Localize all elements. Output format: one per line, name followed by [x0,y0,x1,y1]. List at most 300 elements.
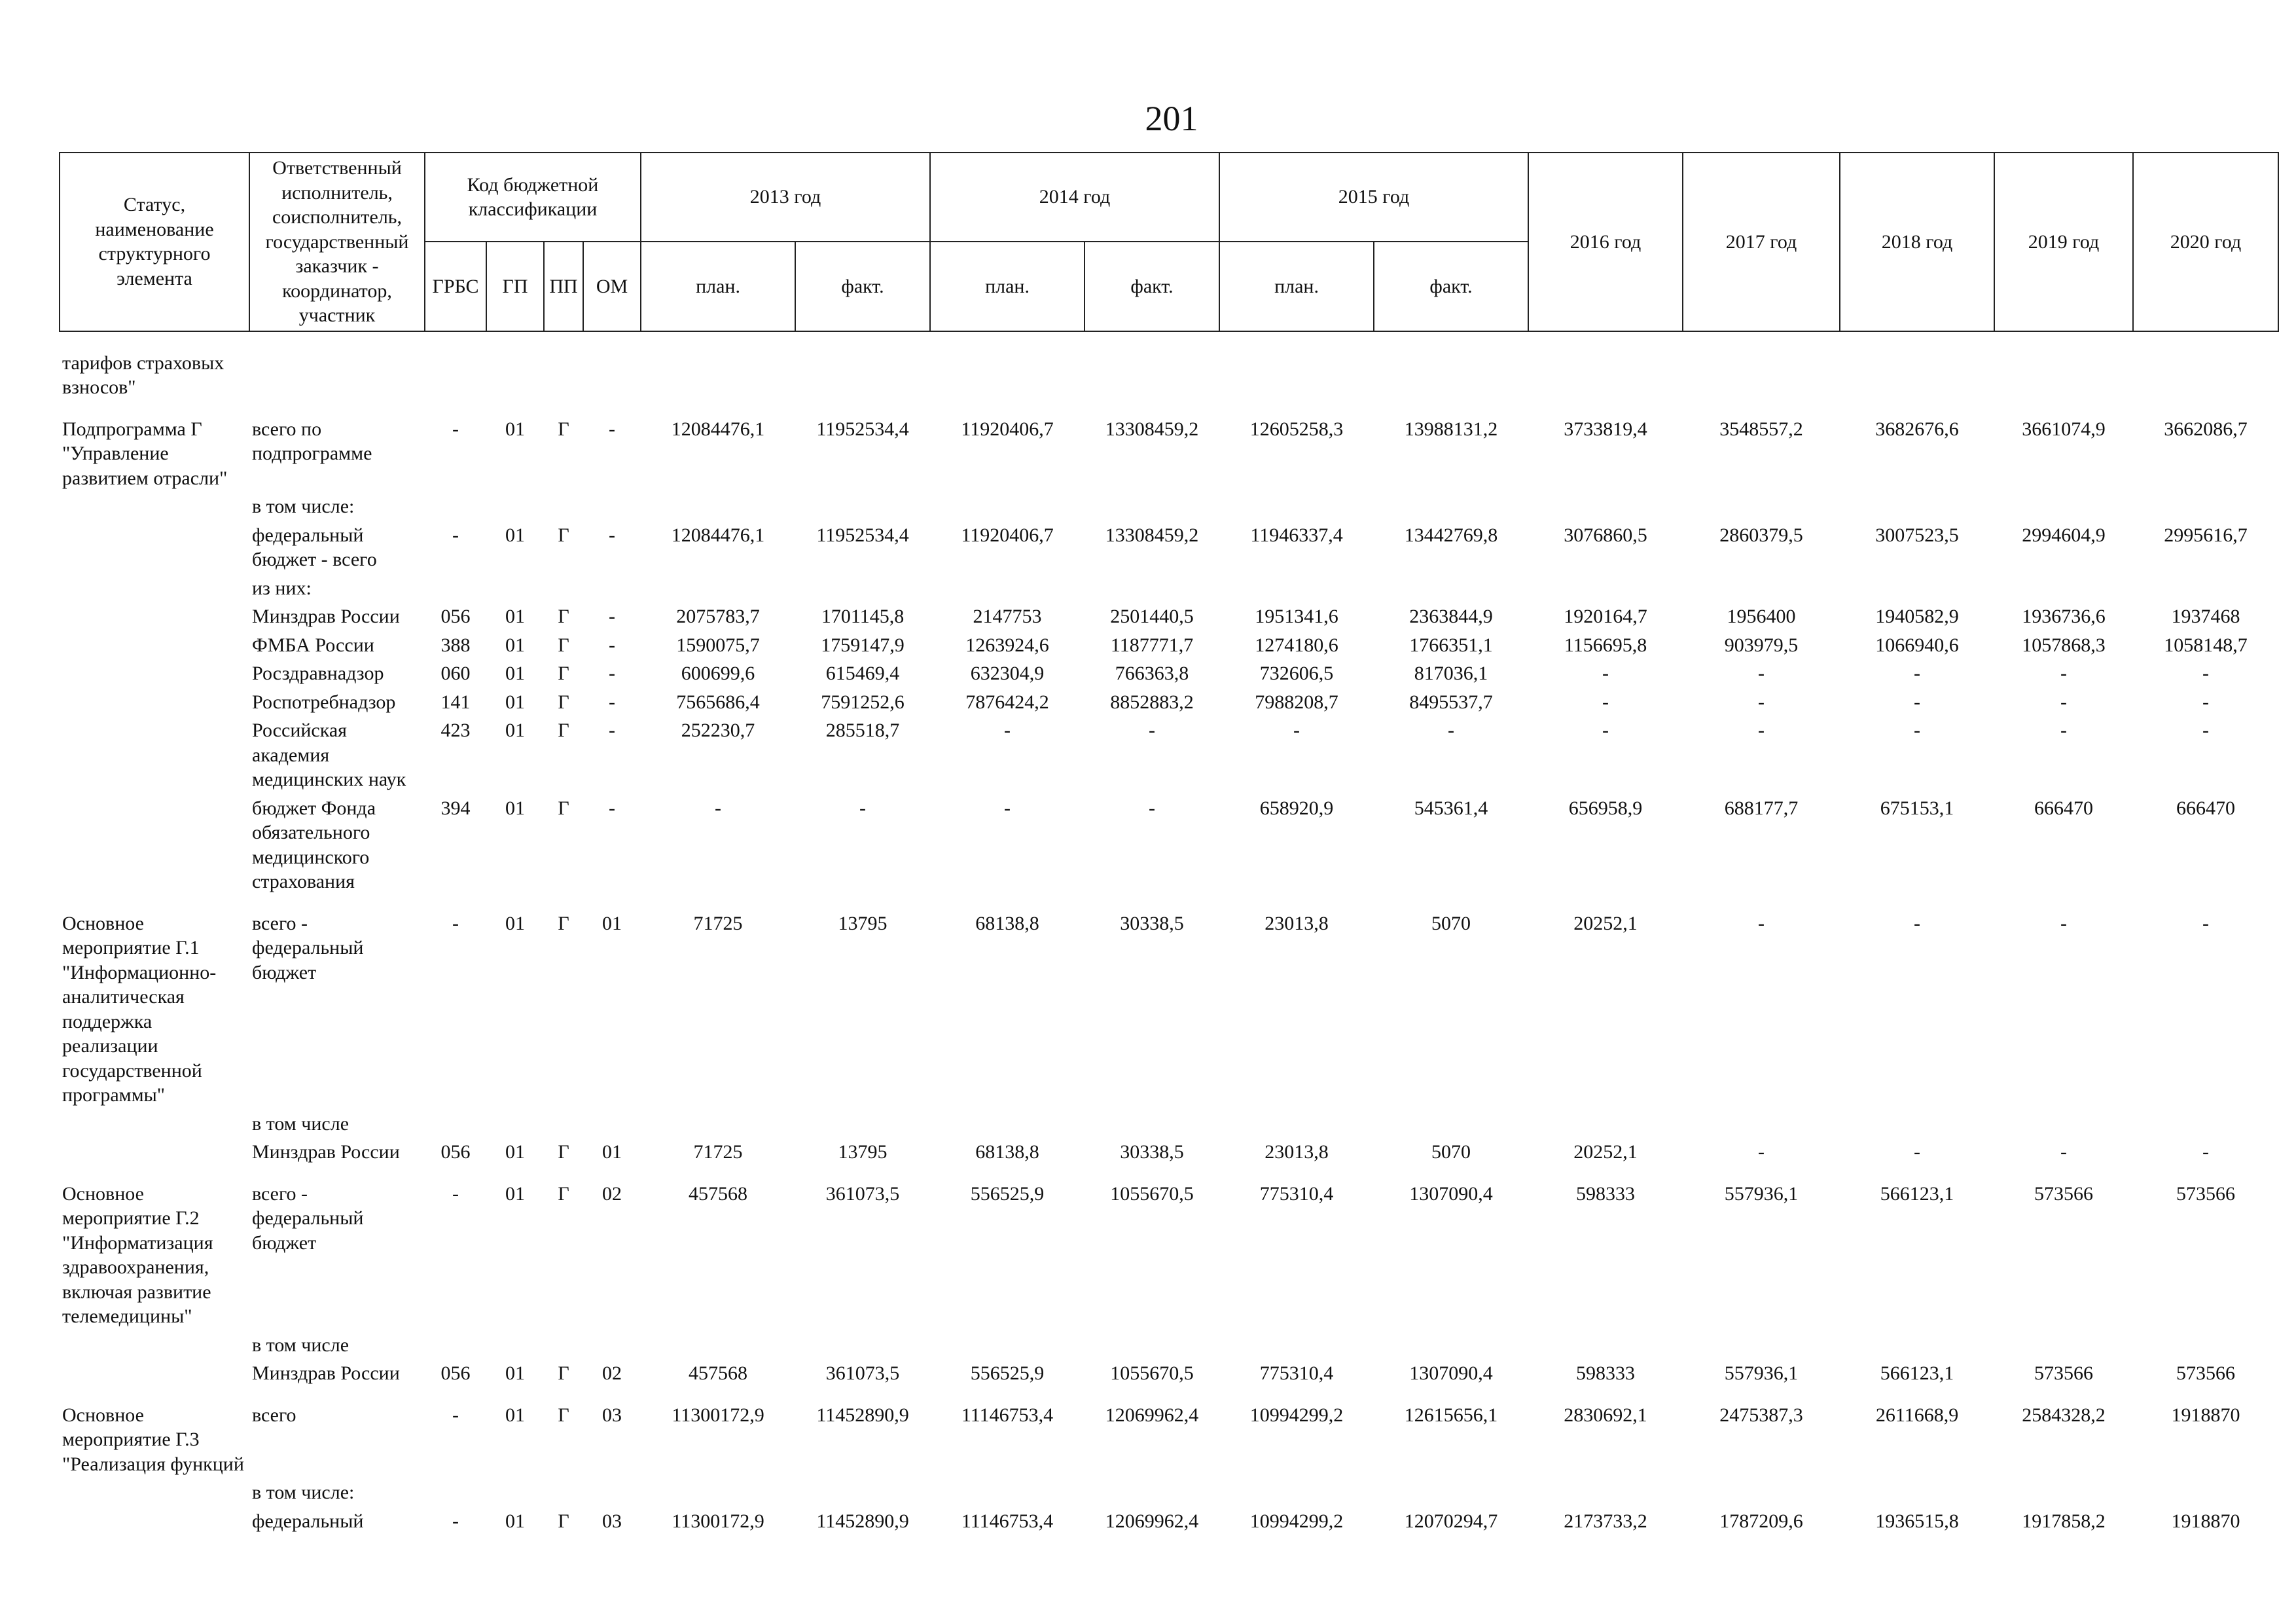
cell-value: 557936,1 [1724,1362,1799,1384]
cell-value [1374,1331,1528,1360]
header-2018: 2018 год [1840,153,1994,331]
cell-om: - [609,418,616,440]
header-2014-fact: факт. [1085,242,1219,331]
cell-status [60,688,249,717]
cell-value: 775310,4 [1259,1362,1334,1384]
cell-value: 573566 [2176,1362,2236,1384]
header-gp: ГП [486,242,544,331]
cell-gp [486,1331,544,1360]
cell-grbs: - [452,418,459,440]
cell-value: 11300172,9 [672,1510,764,1532]
cell-pp: Г [558,634,569,656]
cell-value [1374,1110,1528,1139]
cell-value: 573566 [2034,1182,2094,1205]
cell-value [2133,1331,2278,1360]
cell-pp: Г [558,691,569,713]
cell-value: - [1293,720,1300,741]
cell-value [1219,1331,1374,1360]
cell-pp [544,492,583,521]
cell-value [1219,349,1374,402]
cell-status [60,1138,249,1167]
table-row [60,415,2278,493]
cell-om: - [609,524,616,546]
cell-status: тарифов страховых взносов" [62,352,224,398]
cell-value [1085,1110,1219,1139]
cell-value: 775310,4 [1259,1182,1334,1205]
header-pp: ПП [544,242,583,331]
cell-value [795,1110,930,1139]
cell-value: - [2060,663,2068,684]
cell-value: 903979,5 [1724,634,1799,656]
cell-value [2133,492,2278,521]
cell-value: 1187771,7 [1110,634,1194,656]
cell-om [583,574,641,603]
cell-value: 2501440,5 [1110,606,1194,627]
cell-status [60,1507,249,1536]
table-row [60,1110,2278,1139]
cell-value: 457568 [689,1182,748,1205]
cell-value: 3682676,6 [1875,418,1959,440]
cell-value: - [1914,720,1921,741]
cell-gp [486,574,544,603]
cell-value: 7876424,2 [965,691,1049,713]
row-gap [60,1167,2278,1180]
cell-executor: Росздравнадзор [252,663,384,684]
table-row [60,909,2278,1110]
cell-value [1840,574,1994,603]
cell-value: 1156695,8 [1564,634,1647,656]
cell-value: - [1149,797,1156,819]
cell-executor: Минздрав России [252,1362,400,1384]
cell-value: - [1758,720,1765,741]
cell-value: 11920406,7 [961,524,1054,546]
cell-value: - [1914,691,1921,713]
cell-value: 598333 [1576,1362,1636,1384]
cell-value: 23013,8 [1265,912,1329,934]
cell-value [1994,492,2133,521]
cell-value: 457568 [689,1362,748,1384]
table-row [60,631,2278,660]
cell-value: - [2202,663,2210,684]
cell-value: 71725 [693,1141,743,1163]
cell-om [583,1331,641,1360]
cell-value: - [1602,663,1609,684]
cell-gp: 01 [505,1362,525,1384]
cell-value: 12069962,4 [1105,1510,1199,1532]
cell-grbs [425,1110,486,1139]
cell-value: - [1602,720,1609,741]
cell-value: 1951341,6 [1255,606,1338,627]
cell-value: - [2202,691,2210,713]
cell-executor: Минздрав России [252,1141,400,1163]
cell-value [1840,492,1994,521]
cell-value [641,492,795,521]
cell-value: 566123,1 [1880,1182,1954,1205]
cell-grbs [425,1331,486,1360]
cell-value [1683,492,1840,521]
cell-value [1219,1110,1374,1139]
cell-value [1528,1110,1683,1139]
cell-value: 2147753 [973,606,1042,627]
cell-status: Основное мероприятие Г.3 "Реализация функций [62,1404,244,1475]
header-2015: 2015 год [1219,153,1528,242]
cell-pp: Г [558,912,569,934]
cell-value: 1055670,5 [1110,1362,1194,1384]
cell-status: Основное мероприятие Г.2 "Информатизация здравоохранения, включая развитие телемедицины" [62,1182,213,1327]
cell-executor: федеральный [252,1510,364,1532]
cell-gp: 01 [505,720,525,741]
cell-value: 766363,8 [1115,663,1189,684]
cell-value: 12070294,7 [1404,1510,1498,1532]
spacer-cell [60,331,2278,349]
cell-value: 11452890,9 [816,1510,909,1532]
cell-value: 675153,1 [1880,797,1954,819]
cell-pp: Г [558,1141,569,1163]
cell-value: 3007523,5 [1875,524,1959,546]
cell-value [1994,1331,2133,1360]
cell-pp [544,1331,583,1360]
cell-status [60,631,249,660]
cell-value: - [715,797,722,819]
cell-value: 2075783,7 [676,606,760,627]
cell-value [1219,492,1374,521]
cell-om: - [609,691,616,713]
cell-pp [544,349,583,402]
cell-grbs: - [452,1182,459,1205]
table-row [60,1401,2278,1479]
cell-value: 1590075,7 [676,634,760,656]
cell-status [60,492,249,521]
cell-executor: Минздрав России [252,606,400,627]
cell-grbs [425,1478,486,1507]
cell-value: 11952534,4 [816,524,909,546]
cell-value: - [2060,720,2068,741]
cell-value [641,1110,795,1139]
cell-value: 2611668,9 [1875,1404,1959,1426]
cell-executor: федеральный бюджет - всего [252,524,377,570]
cell-value: 2994604,9 [2022,524,2106,546]
cell-value: 2995616,7 [2164,524,2248,546]
cell-value: 12615656,1 [1404,1404,1498,1426]
cell-gp [486,492,544,521]
cell-value: 1066940,6 [1875,634,1959,656]
cell-value: 361073,5 [825,1362,900,1384]
cell-value: - [1004,720,1011,741]
cell-value: - [2060,912,2068,934]
cell-om [583,492,641,521]
cell-value [795,1478,930,1507]
cell-value [930,1110,1085,1139]
header-2015-fact: факт. [1374,242,1528,331]
cell-value [1219,1478,1374,1507]
cell-executor: ФМБА России [252,634,374,656]
cell-status [60,1478,249,1507]
cell-gp: 01 [505,1141,525,1163]
cell-value: 600699,6 [681,663,755,684]
cell-gp [486,349,544,402]
cell-value [641,349,795,402]
cell-value: 1263924,6 [965,634,1049,656]
cell-gp: 01 [505,634,525,656]
cell-value: 12084476,1 [671,418,765,440]
table-header [60,153,2278,331]
cell-value [1840,1331,1994,1360]
cell-value: - [1914,912,1921,934]
cell-pp: Г [558,1404,569,1426]
cell-om: 02 [602,1362,622,1384]
cell-value: 732606,5 [1259,663,1334,684]
cell-value: 23013,8 [1265,1141,1329,1163]
cell-value: 666470 [2034,797,2094,819]
header-2013: 2013 год [641,153,930,242]
cell-value: 11146753,4 [961,1404,1054,1426]
cell-value: 30338,5 [1120,912,1184,934]
cell-grbs [425,574,486,603]
cell-grbs: 056 [440,606,471,627]
table-row [60,492,2278,521]
cell-value [1374,574,1528,603]
cell-value: 2173733,2 [1564,1510,1647,1532]
cell-grbs: 056 [440,1362,471,1384]
cell-value: - [2202,912,2210,934]
table-row [60,349,2278,402]
cell-pp: Г [558,1182,569,1205]
cell-status [60,574,249,603]
cell-value: 11300172,9 [672,1404,764,1426]
cell-value: 5070 [1431,1141,1471,1163]
cell-value: 666470 [2176,797,2236,819]
cell-value [1994,1110,2133,1139]
table-row [60,688,2278,717]
table-row [60,1180,2278,1331]
cell-gp: 01 [505,663,525,684]
cell-value [795,574,930,603]
cell-status [60,659,249,688]
cell-status [60,716,249,794]
table-row [60,794,2278,896]
cell-grbs [425,492,486,521]
cell-om: 01 [602,912,622,934]
cell-value [1528,349,1683,402]
cell-value [1528,1478,1683,1507]
gap-cell [60,896,2278,909]
cell-executor: Роспотребнадзор [252,691,396,713]
cell-pp: Г [558,663,569,684]
cell-value [641,1331,795,1360]
cell-pp [544,574,583,603]
cell-value: 30338,5 [1120,1141,1184,1163]
cell-pp: Г [558,720,569,741]
cell-value: 7565686,4 [676,691,760,713]
cell-status [60,794,249,896]
cell-pp: Г [558,524,569,546]
cell-grbs: 394 [440,797,471,819]
cell-value: 68138,8 [975,1141,1039,1163]
cell-gp: 01 [505,606,525,627]
cell-grbs: - [452,524,459,546]
cell-status [60,602,249,631]
cell-grbs: 388 [440,634,471,656]
cell-executor: в том числе [252,1112,350,1135]
cell-value: 13308459,2 [1105,524,1199,546]
cell-value: 8495537,7 [1409,691,1493,713]
cell-executor: всего - федеральный бюджет [252,912,364,983]
cell-value: - [1758,691,1765,713]
cell-value [641,574,795,603]
row-gap [60,1388,2278,1401]
cell-value: 1940582,9 [1875,606,1959,627]
cell-value: 13988131,2 [1404,418,1498,440]
cell-pp [544,1478,583,1507]
cell-value: 556525,9 [970,1182,1045,1205]
cell-value [1528,574,1683,603]
budget-table [59,152,2279,1535]
cell-value: 1918870 [2171,1510,2240,1532]
cell-value [1219,574,1374,603]
cell-value: 285518,7 [825,720,900,741]
cell-value: 1307090,4 [1409,1362,1493,1384]
cell-gp: 01 [505,524,525,546]
cell-value: 5070 [1431,912,1471,934]
header-2014-plan: план. [930,242,1085,331]
cell-value: 3076860,5 [1564,524,1647,546]
cell-status [60,1110,249,1139]
cell-value [1085,1331,1219,1360]
cell-om: - [609,606,616,627]
header-om: ОМ [583,242,641,331]
table-row [60,1507,2278,1536]
cell-value [930,1478,1085,1507]
cell-value [1683,1478,1840,1507]
cell-value: 1917858,2 [2022,1510,2106,1532]
cell-executor: Российская академия медицинских наук [252,720,406,790]
cell-value: 1759147,9 [821,634,905,656]
cell-value: 11920406,7 [961,418,1054,440]
table-row [60,602,2278,631]
cell-value: 658920,9 [1259,797,1334,819]
cell-value: - [1004,797,1011,819]
cell-om [583,349,641,402]
cell-value [2133,1478,2278,1507]
cell-value [1994,349,2133,402]
cell-value [1085,349,1219,402]
table-row [60,659,2278,688]
cell-status: Подпрограмма Г "Управление развитием отрасли" [62,418,228,489]
cell-value: 632304,9 [970,663,1045,684]
cell-value: 13442769,8 [1404,524,1498,546]
cell-value: 1936515,8 [1875,1510,1959,1532]
header-budget-code: Код бюджетной классификации [425,153,641,242]
header-executor: Ответственный исполнитель, соисполнитель, государственный заказчик - координатор, участник [249,153,425,331]
cell-om [583,1110,641,1139]
cell-value [1085,492,1219,521]
cell-value [1374,1478,1528,1507]
cell-executor: из них: [252,577,312,599]
cell-value [641,1478,795,1507]
cell-gp: 01 [505,797,525,819]
cell-value [2133,349,2278,402]
header-2014: 2014 год [930,153,1219,242]
cell-executor: всего - федеральный бюджет [252,1182,364,1254]
cell-executor: в том числе: [252,496,355,517]
cell-grbs: 141 [440,691,471,713]
cell-value: 573566 [2176,1182,2236,1205]
cell-value [930,349,1085,402]
cell-pp [544,1110,583,1139]
cell-value [1840,1478,1994,1507]
cell-gp [486,1110,544,1139]
table-body [60,331,2278,1536]
cell-value [1683,1110,1840,1139]
cell-value: - [1602,691,1609,713]
cell-gp [486,1478,544,1507]
cell-value [1683,349,1840,402]
cell-value: 1956400 [1727,606,1796,627]
cell-pp: Г [558,606,569,627]
cell-value: 68138,8 [975,912,1039,934]
table-row [60,574,2278,603]
cell-value: - [1914,663,1921,684]
cell-om: 03 [602,1404,622,1426]
header-status: Статус, наименование структурного элемента [60,153,249,331]
cell-executor: всего [252,1404,296,1426]
cell-value: 557936,1 [1724,1182,1799,1205]
cell-gp: 01 [505,1182,525,1205]
cell-value: 20252,1 [1573,912,1638,934]
cell-value: 1701145,8 [821,606,905,627]
cell-executor: в том числе [252,1334,350,1356]
cell-om: - [609,797,616,819]
cell-value [795,349,930,402]
cell-value: 573566 [2034,1362,2094,1384]
cell-value: 12605258,3 [1249,418,1344,440]
page-number: 201 [1145,99,1198,138]
cell-value: 13308459,2 [1105,418,1199,440]
cell-value: 1920164,7 [1564,606,1647,627]
cell-value: 656958,9 [1568,797,1643,819]
header-grbs: ГРБС [425,242,486,331]
cell-value: - [859,797,867,819]
cell-value: 3548557,2 [1719,418,1803,440]
cell-value: 3733819,4 [1564,418,1647,440]
cell-value: 2860379,5 [1719,524,1803,546]
cell-pp: Г [558,418,569,440]
cell-om: - [609,663,616,684]
cell-value: 545361,4 [1414,797,1488,819]
cell-value: 3661074,9 [2022,418,2106,440]
cell-value: 1937468 [2171,606,2240,627]
cell-value [1994,574,2133,603]
cell-value: - [1758,912,1765,934]
header-2013-fact: факт. [795,242,930,331]
gap-cell [60,402,2278,415]
row-gap [60,896,2278,909]
cell-value: - [2060,691,2068,713]
cell-grbs: - [452,1510,459,1532]
header-2015-plan: план. [1219,242,1374,331]
header-2017: 2017 год [1683,153,1840,331]
cell-value: 11946337,4 [1250,524,1343,546]
cell-value [1994,1478,2133,1507]
table-row [60,1138,2278,1167]
cell-value [1085,574,1219,603]
cell-gp: 01 [505,691,525,713]
cell-value [1683,574,1840,603]
cell-value: 598333 [1576,1182,1636,1205]
cell-grbs [425,349,486,402]
cell-grbs: 056 [440,1141,471,1163]
cell-value: - [2202,720,2210,741]
